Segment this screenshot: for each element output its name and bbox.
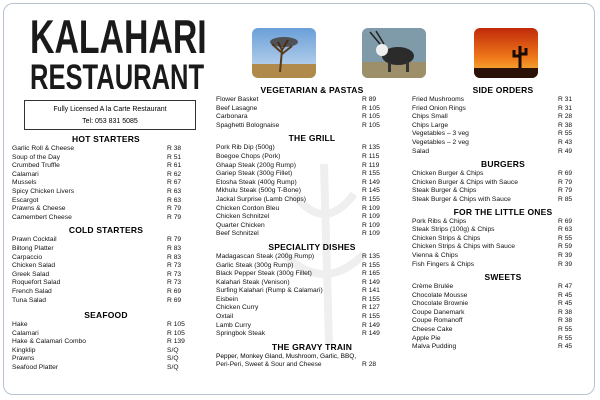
menu-item-name: Springbok Steak (216, 330, 266, 338)
menu-item-price: R 83 (167, 244, 182, 252)
menu-item-row (216, 313, 408, 322)
menu-item-name: Coupe Romanoff (412, 317, 463, 325)
menu-item-name: Chicken Burger & Chips (412, 170, 484, 178)
menu-item-row (412, 139, 594, 148)
menu-item-price: R 155 (362, 295, 380, 303)
menu-item-row (412, 292, 594, 301)
menu-item-price: R 69 (167, 287, 182, 295)
menu-item-row (216, 113, 408, 122)
menu-item-price: R 165 (362, 270, 380, 278)
menu-item-name: Greek Salad (12, 270, 50, 278)
menu-item-price: R 55 (558, 234, 573, 242)
menu-item-row (216, 222, 408, 231)
menu-item-row (12, 262, 200, 271)
menu-item-row (216, 296, 408, 305)
menu-item-name: Fried Onion Rings (412, 104, 466, 112)
menu-item-price: R 31 (558, 104, 573, 112)
menu-item-price: R 155 (362, 170, 380, 178)
menu-item-row (412, 317, 594, 326)
menu-item-price: R 73 (167, 279, 182, 287)
menu-item-price: R 79 (167, 236, 182, 244)
menu-item-row (412, 261, 594, 270)
menu-item-name: Garlic Steak (300g Rump) (216, 261, 294, 269)
menu-item-row (216, 330, 408, 339)
menu-item-name: Hake (12, 321, 28, 329)
menu-item-name: Steak Burger & Chips with Sauce (412, 195, 511, 203)
tree-photo (252, 28, 316, 78)
menu-item-price: R 73 (167, 262, 182, 270)
menu-item-row (216, 322, 408, 331)
menu-item-row (216, 105, 408, 114)
menu-item-price: R 115 (362, 152, 380, 160)
menu-item-row (412, 122, 594, 131)
menu-item-price: R 45 (558, 343, 573, 351)
menu-item-name: Roquefort Salad (12, 279, 61, 287)
menu-item-price: R 109 (362, 204, 380, 212)
menu-item-name: Garlic Roll & Cheese (12, 145, 75, 152)
menu-item-price: R 55 (558, 326, 573, 334)
menu-item-price: R 109 (362, 213, 380, 221)
menu-item-name: Steak Burger & Chips (412, 187, 477, 195)
menu-item-name: Pork Ribs & Chips (412, 217, 467, 225)
menu-item-name: Lamb Curry (216, 321, 251, 329)
menu-item-price: S/Q (167, 355, 179, 363)
menu-item-price: R 141 (362, 287, 380, 295)
menu-item-name: Pork Rib Dip (500g) (216, 144, 275, 152)
menu-item-name: Calamari (12, 329, 39, 337)
menu-item-name: Prawns (12, 355, 35, 363)
menu-item-row (12, 214, 200, 223)
menu-item-price: R 38 (167, 145, 182, 152)
menu-item-name: Escargot (12, 196, 39, 204)
menu-item-name: Beef Lasagne (216, 104, 258, 112)
menu-item-price: R 139 (167, 338, 185, 346)
menu-item-row (12, 188, 200, 197)
menu-item-name: Spaghetti Bolognaise (216, 121, 280, 129)
menu-item-row (12, 162, 200, 171)
menu-item-name: Mkhulu Steak (500g T-Bone) (216, 187, 302, 195)
menu-item-row (216, 270, 408, 279)
menu-item-price: R 63 (167, 187, 182, 195)
menu-item-name: Chocolate Mousse (412, 291, 468, 299)
menu-item-name: French Salad (12, 287, 52, 295)
menu-item-price: R 79 (558, 178, 573, 186)
menu-item-row (216, 179, 408, 188)
section-cold-starters-title: COLD STARTERS (68, 225, 144, 236)
menu-item-name: Fish Fingers & Chips (412, 260, 475, 268)
menu-item-price: R 105 (167, 321, 185, 329)
menu-item-name: Quarter Chicken (216, 221, 265, 229)
section-gravy-title: THE GRAVY TRAIN (271, 341, 353, 352)
menu-item-price: R 59 (558, 243, 573, 251)
menu-item-price: R 69 (558, 170, 573, 178)
menu-item-row (412, 335, 594, 344)
menu-item-name: Boegoe Chops (Pork) (216, 152, 281, 160)
menu-item-row (12, 330, 200, 339)
menu-item-price: R 155 (362, 313, 380, 321)
menu-item-name: Calamari (12, 170, 39, 178)
menu-item-name: Tuna Salad (12, 296, 46, 304)
menu-item-price: R 85 (558, 195, 573, 203)
right-column (412, 84, 594, 352)
menu-item-row (412, 170, 594, 179)
menu-item-price: R 38 (558, 308, 573, 316)
menu-item-row (216, 205, 408, 214)
menu-item-row (412, 300, 594, 309)
menu-item-price: R 149 (362, 178, 380, 186)
menu-item-name: Chicken Cordon Bleu (216, 204, 280, 212)
menu-item-row (12, 179, 200, 188)
menu-item-row (216, 253, 408, 262)
menu-item-price: R 105 (167, 329, 185, 337)
section-veg-pastas-title: VEGETARIAN & PASTAS (260, 85, 364, 95)
menu-item-name: Jackal Surprise (Lamb Chops) (216, 195, 306, 203)
menu-item-row (12, 279, 200, 288)
menu-item-name: Madagascan Steak (200g Rump) (216, 252, 315, 260)
menu-item-price: R 38 (558, 121, 573, 129)
menu-item-row (12, 197, 200, 206)
menu-item-price: R 39 (558, 260, 573, 268)
menu-item-row (216, 230, 408, 239)
menu-item-row (216, 162, 408, 171)
menu-item-name: Beef Schnitzel (216, 230, 259, 238)
menu-item-row (412, 283, 594, 292)
menu-item-name: Malva Pudding (412, 343, 457, 351)
menu-item-name: Steak Strips (100g) & Chips (412, 226, 495, 234)
menu-item-row (216, 122, 408, 131)
menu-item-price: R 38 (558, 317, 573, 325)
menu-item-row (12, 364, 200, 373)
menu-item-name: Chicken Strips & Chips (412, 234, 481, 242)
menu-item-name: Apple Pie (412, 334, 441, 342)
menu-item-row (12, 254, 200, 263)
menu-item-name: Fried Mushrooms (412, 96, 465, 103)
menu-item-name: Kingklip (12, 346, 36, 354)
menu-item-price: R 69 (167, 296, 182, 304)
menu-item-row (12, 171, 200, 180)
menu-item-name: Flower Basket (216, 96, 259, 103)
menu-item-price: R 28 (558, 113, 573, 121)
menu-item-name: Seafood Platter (12, 364, 59, 372)
menu-item-price: R 55 (558, 130, 573, 138)
menu-item-row (12, 338, 200, 347)
section-burgers-title: BURGERS (481, 159, 525, 170)
menu-item-row (12, 347, 200, 356)
menu-item-price: R 105 (362, 104, 380, 112)
menu-item-row (216, 153, 408, 162)
menu-item-price: R 69 (558, 217, 573, 225)
section-seafood-title: SEAFOOD (84, 310, 128, 321)
section-speciality-title: SPECIALITY DISHES (268, 241, 356, 252)
menu-item-price: R 109 (362, 230, 380, 238)
menu-item-row (412, 226, 594, 235)
menu-item-row (412, 130, 594, 139)
menu-item-name: Vegetables – 3 veg (412, 130, 469, 138)
menu-item-price: R 61 (167, 162, 182, 170)
menu-page (3, 3, 595, 395)
menu-item-row (412, 148, 594, 157)
menu-item-price: R 145 (362, 187, 380, 195)
menu-item-row (12, 271, 200, 280)
menu-item-name: Crème Brulée (412, 283, 454, 291)
menu-item-price: R 43 (558, 138, 573, 146)
menu-item-price: R 155 (362, 195, 380, 203)
menu-item-row (216, 279, 408, 288)
menu-item-name: Chicken Curry (216, 304, 259, 312)
menu-item-price: R 109 (362, 221, 380, 229)
gravy-line-2-row (216, 361, 408, 370)
menu-item-row (412, 179, 594, 188)
menu-item-name: Biltong Platter (12, 244, 54, 252)
menu-item-price: R 119 (362, 161, 380, 169)
gravy-line-1: Pepper, Monkey Gland, Mushroom, Garlic, BBQ, (216, 352, 357, 360)
menu-item-name: Gariep Steak (300g Fillet) (216, 170, 293, 178)
menu-item-name: Ghaap Steak (200g Rump) (216, 161, 296, 169)
menu-item-name: Vienna & Chips (412, 251, 458, 259)
menu-item-price: R 105 (362, 121, 380, 129)
menu-item-row (12, 205, 200, 214)
restaurant-subtitle: RESTAURANT (30, 58, 205, 97)
menu-item-row (412, 243, 594, 252)
section-grill-title: THE GRILL (288, 133, 336, 144)
gravy-price: R 28 (362, 361, 377, 369)
menu-item-row (216, 196, 408, 205)
menu-item-price: R 149 (362, 330, 380, 338)
section-little-ones-title: FOR THE LITTLE ONES (453, 206, 553, 217)
menu-item-price: R 63 (167, 196, 182, 204)
menu-item-name: Coupe Danemark (412, 308, 465, 316)
middle-column (216, 84, 408, 370)
menu-item-row (216, 287, 408, 296)
menu-item-price: R 45 (558, 291, 573, 299)
menu-item-price: R 105 (362, 113, 380, 121)
menu-item-row (412, 343, 594, 352)
menu-item-row (216, 187, 408, 196)
menu-item-row (12, 154, 200, 163)
menu-item-row (412, 105, 594, 114)
menu-item-name: Crumbed Truffle (12, 162, 60, 170)
info-box (24, 100, 196, 130)
menu-item-name: Chips Large (412, 121, 449, 129)
menu-item-name: Carpaccio (12, 253, 43, 261)
menu-item-name: Mussels (12, 179, 37, 187)
menu-item-row (12, 288, 200, 297)
menu-item-row (412, 96, 594, 105)
menu-item-price: R 89 (362, 96, 377, 103)
sunset-photo (474, 28, 538, 78)
menu-item-name: Carbonara (216, 113, 248, 121)
menu-item-row (412, 218, 594, 227)
menu-item-name: Vegetables – 2 veg (412, 138, 469, 146)
menu-item-row (412, 326, 594, 335)
menu-item-row (216, 144, 408, 153)
menu-item-name: Cheese Cake (412, 326, 453, 334)
menu-item-name: Kalahari Steak (Venison) (216, 278, 290, 286)
menu-item-price: R 127 (362, 304, 380, 312)
menu-item-name: Chocolate Brownie (412, 300, 469, 308)
menu-item-price: R 79 (167, 205, 182, 213)
section-side-orders-title: SIDE ORDERS (472, 85, 534, 95)
menu-item-price: R 55 (558, 334, 573, 342)
gravy-line-2: Peri-Peri, Sweet & Sour and Cheese (216, 361, 322, 369)
menu-item-price: R 63 (558, 226, 573, 234)
menu-item-price: R 62 (167, 170, 182, 178)
menu-item-row (12, 355, 200, 364)
menu-item-price: R 135 (362, 144, 380, 152)
menu-item-name: Camembert Cheese (12, 213, 72, 221)
menu-item-row (12, 297, 200, 306)
menu-item-price: R 31 (558, 96, 573, 103)
menu-item-row (12, 245, 200, 254)
section-sweets-title: SWEETS (484, 272, 522, 283)
menu-item-price: S/Q (167, 346, 179, 354)
menu-item-price: R 47 (558, 283, 573, 291)
menu-item-name: Prawns & Cheese (12, 205, 66, 213)
menu-item-row (216, 262, 408, 271)
menu-item-price: R 51 (167, 153, 182, 161)
menu-item-row (12, 236, 200, 245)
menu-item-price: R 49 (558, 147, 573, 155)
telephone-text: Tel: 053 831 5085 (82, 118, 138, 125)
menu-item-name: Eisbein (216, 295, 238, 303)
menu-item-price: R 73 (167, 270, 182, 278)
menu-item-price: R 79 (558, 187, 573, 195)
menu-item-row (412, 235, 594, 244)
menu-item-name: Chicken Salad (12, 262, 56, 270)
menu-item-price: R 83 (167, 253, 182, 261)
menu-item-row (412, 309, 594, 318)
menu-item-name: Chicken Schnitzel (216, 213, 270, 221)
menu-item-row (412, 252, 594, 261)
menu-item-row (12, 145, 200, 154)
menu-item-price: R 39 (558, 251, 573, 259)
menu-item-row (216, 96, 408, 105)
menu-item-price: R 135 (362, 252, 380, 260)
restaurant-title: KALAHARI (30, 10, 207, 63)
menu-item-name: Oxtail (216, 313, 234, 321)
menu-item-row (216, 170, 408, 179)
menu-item-name: Spicy Chicken Livers (12, 187, 75, 195)
menu-item-row (216, 213, 408, 222)
menu-item-name: Soup of the Day (12, 153, 60, 161)
menu-item-name: Salad (412, 147, 430, 155)
license-text: Fully Licensed A la Carte Restaurant (53, 106, 167, 113)
menu-item-name: Prawn Cocktail (12, 236, 57, 244)
menu-item-row (412, 196, 594, 205)
menu-item-name: Chicken Burger & Chips with Sauce (412, 178, 518, 186)
menu-item-name: Chicken Strips & Chips with Sauce (412, 243, 515, 251)
oryx-photo (362, 28, 426, 78)
menu-item-price: R 149 (362, 278, 380, 286)
menu-item-price: S/Q (167, 364, 179, 372)
menu-item-name: Hake & Calamari Combo (12, 338, 86, 346)
menu-item-name: Etosha Steak (400g Rump) (216, 178, 297, 186)
menu-item-name: Chips Small (412, 113, 448, 121)
menu-item-row (412, 187, 594, 196)
menu-item-price: R 67 (167, 179, 182, 187)
menu-item-price: R 79 (167, 213, 182, 221)
menu-item-row (412, 113, 594, 122)
menu-item-row (216, 304, 408, 313)
menu-item-price: R 155 (362, 261, 380, 269)
menu-item-name: Surfing Kalahari (Rump & Calamari) (216, 287, 323, 295)
menu-item-name: Black Pepper Steak (300g Fillet) (216, 270, 312, 278)
menu-item-price: R 45 (558, 300, 573, 308)
menu-item-row (12, 321, 200, 330)
left-column (12, 133, 200, 373)
menu-item-price: R 149 (362, 321, 380, 329)
section-hot-starters-title: HOT STARTERS (72, 134, 140, 144)
